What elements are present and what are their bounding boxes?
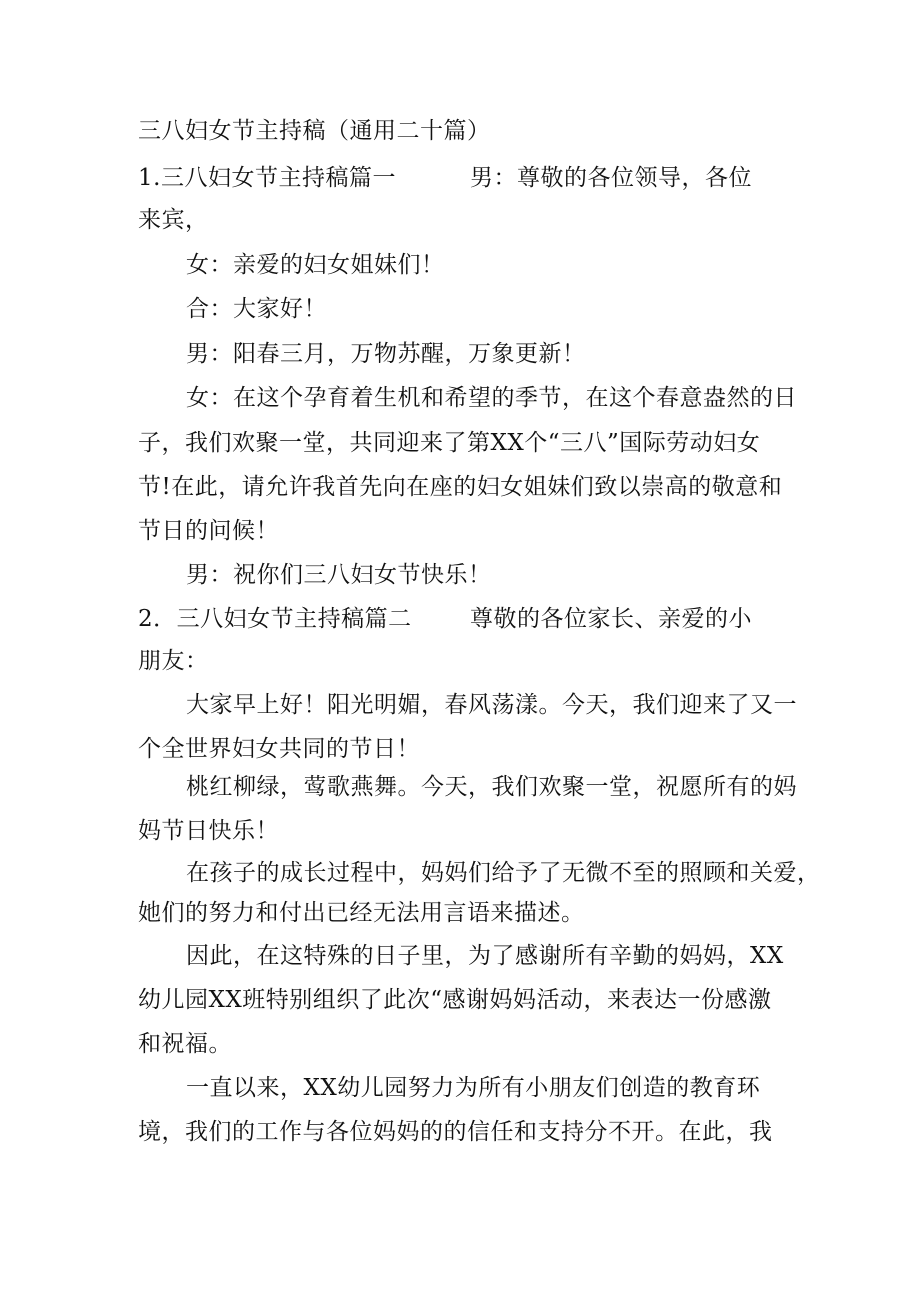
section-1-heading-line xyxy=(138,163,752,193)
section-2-heading-line xyxy=(138,604,752,634)
section-2-paragraph: 大家早上好！阳光明媚，春风荡漾。今天，我们迎来了又一 xyxy=(186,692,797,718)
section-1-paragraph: 女：亲爱的妇女姐妹们！ xyxy=(186,252,445,278)
section-1-paragraph: 女：在这个孕育着生机和希望的季节，在这个春意盎然的日 xyxy=(186,385,797,411)
section-2-heading: 2．三八妇女节主持稿篇二 xyxy=(138,606,412,632)
section-2-paragraph: 在孩子的成长过程中，妈妈们给予了无微不至的照顾和关爱， xyxy=(186,860,821,886)
section-1-heading: 1.三八妇女节主持稿篇一 xyxy=(138,165,396,191)
section-2-paragraph-cont: 个全世界妇女共同的节日！ xyxy=(138,736,420,762)
section-2-paragraph: 桃红柳绿，莺歌燕舞。今天，我们欢聚一堂，祝愿所有的妈 xyxy=(186,774,797,800)
section-1-paragraph: 男：阳春三月，万物苏醒，万象更新！ xyxy=(186,341,586,367)
section-2-paragraph-cont: 和祝福。 xyxy=(138,1031,232,1057)
section-1-paragraph: 合：大家好！ xyxy=(186,296,327,322)
section-2-paragraph: 一直以来，XX幼儿园努力为所有小朋友们创造的教育环 xyxy=(186,1075,761,1101)
section-1-heading-tail: 男：尊敬的各位领导，各位 xyxy=(470,165,752,191)
section-1-paragraph-cont: 子，我们欢聚一堂，共同迎来了第XX个“三八”国际劳动妇女 xyxy=(138,430,761,456)
section-2-line-2: 朋友： xyxy=(138,648,209,674)
section-2-paragraph: 因此，在这特殊的日子里，为了感谢所有辛勤的妈妈，XX xyxy=(186,943,784,969)
section-2-heading-tail: 尊敬的各位家长、亲爱的小 xyxy=(470,606,752,632)
section-1-paragraph: 男：祝你们三八妇女节快乐！ xyxy=(186,562,492,588)
section-2-paragraph-cont: 她们的努力和付出已经无法用言语来描述。 xyxy=(138,900,585,926)
section-2-paragraph-cont: 幼儿园XX班特别组织了此次“感谢妈妈活动，来表达一份感激 xyxy=(138,987,772,1013)
document-title: 三八妇女节主持稿（通用二十篇） xyxy=(138,118,491,144)
section-2-paragraph-cont: 境，我们的工作与各位妈妈的的信任和支持分不开。在此，我 xyxy=(138,1119,773,1145)
section-1-paragraph-cont: 节日的问候！ xyxy=(138,518,279,544)
section-2-paragraph-cont: 妈节日快乐！ xyxy=(138,818,279,844)
section-1-paragraph-cont: 节!在此，请允许我首先向在座的妇女姐妹们致以崇高的敬意和 xyxy=(138,474,783,500)
section-1-line-2: 来宾， xyxy=(138,207,209,233)
